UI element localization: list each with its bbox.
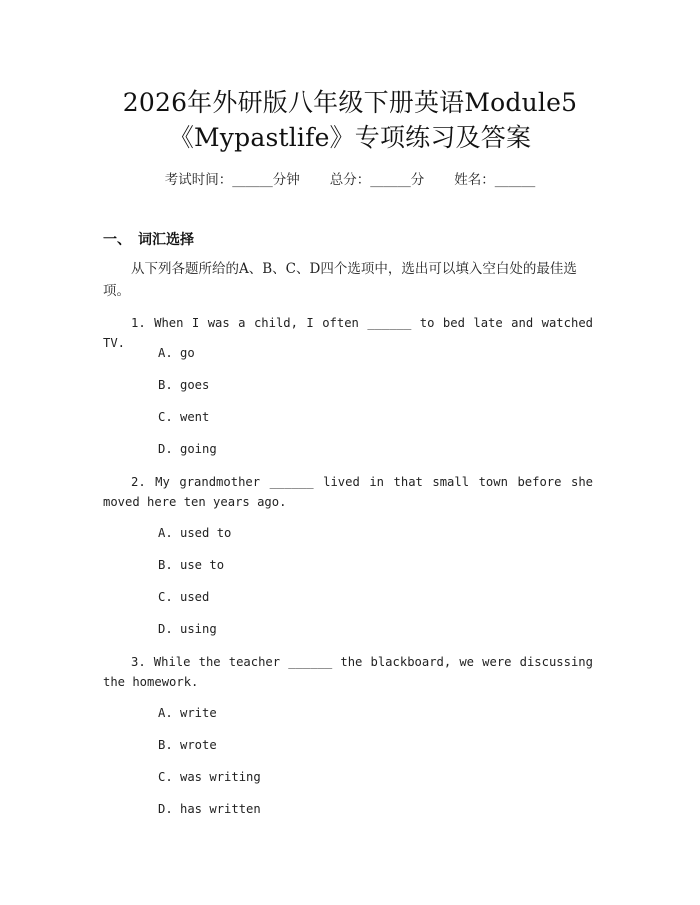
document-title-line2: 《Mypastlife》专项练习及答案 (168, 123, 532, 152)
question-2-stem: 2. My grandmother ______ lived in that small town before she moved here ten years ago. (103, 475, 593, 509)
question-3-option-c: C. was writing (158, 770, 261, 784)
instruction-text: 从下列各题所给的A、B、C、D四个选项中，选出可以填入空白处的最佳选项。 (103, 261, 577, 299)
question-2-option-c: C. used (158, 590, 210, 604)
document-title-line1: 2026年外研版八年级下册英语Module5 (122, 88, 578, 117)
section-number: 一、 (103, 232, 131, 248)
exam-name: 姓名：______ (454, 172, 536, 188)
question-3-option-a: A. write (158, 706, 217, 720)
question-1-option-a: A. go (158, 346, 195, 360)
question-2-option-b: B. use to (158, 558, 225, 572)
question-3-option-b: B. wrote (158, 738, 217, 752)
question-1-option-c: C. went (158, 410, 210, 424)
question-1-stem: 1. When I was a child, I often ______ to bed late and watched TV. (103, 316, 593, 350)
question-1-option-b: B. goes (158, 378, 210, 392)
exam-info (0, 168, 700, 188)
question-3-option-d: D. has written (158, 802, 261, 816)
exam-time: 考试时间：______分钟 (164, 172, 300, 188)
exam-score: 总分：______分 (329, 172, 425, 188)
section-title: 词汇选择 (138, 232, 194, 248)
question-1-option-d: D. going (158, 442, 217, 456)
question-2-option-a: A. used to (158, 526, 232, 540)
section-heading (103, 229, 194, 249)
question-3-stem: 3. While the teacher ______ the blackboard, we were discussing the homework. (103, 655, 593, 689)
question-2-option-d: D. using (158, 622, 217, 636)
